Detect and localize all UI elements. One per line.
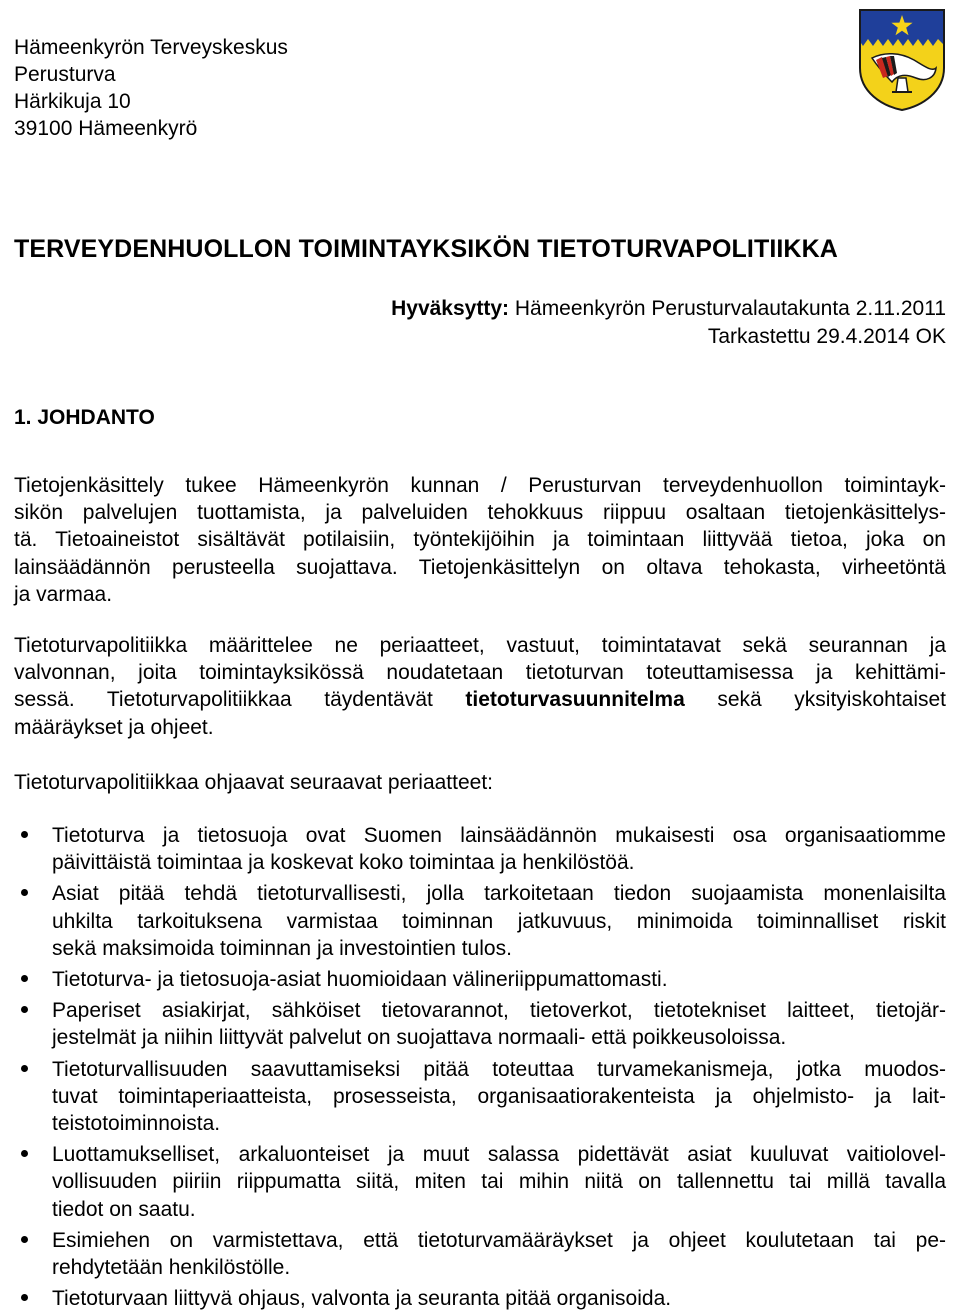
list-item — [14, 1285, 946, 1312]
paragraph-line: Tietojenkäsittely tukee Hämeenkyrön kunnan / Perusturvan terveydenhuollon toimintayk- — [14, 474, 946, 497]
list-item-line: Tietoturva ja tietosuoja ovat Suomen lainsäädännön mukaisesti osa organisaatiomme — [52, 824, 946, 847]
paragraph-line: valvonnan, joita toimintayksikössä noudatetaan tietoturvan toteuttamisessa ja kehittämi- — [14, 661, 946, 685]
address-line-2: Perusturva — [14, 63, 116, 86]
list-item-line: päivittäistä toimintaa ja koskevat koko toimintaa ja henkilöstöä. — [52, 851, 635, 875]
bullet-icon — [14, 1056, 34, 1083]
paragraph-line: Tietoturvapolitiikka määrittelee ne periaatteet, vastuut, toimintatavat sekä seurannan ja — [14, 634, 946, 657]
security-plan-term: tietoturvasuunnitelma — [465, 688, 685, 712]
approval-label: Hyväksytty: — [391, 297, 509, 320]
list-item-line: Tietoturva- ja tietosuoja-asiat huomioidaan välineriippumattomasti. — [52, 968, 668, 992]
approval-text: Hämeenkyrön Perusturvalautakunta 2.11.2011 — [514, 297, 946, 320]
list-item-line: Paperiset asiakirjat, sähköiset tietovarannot, tietoverkot, tietotekniset laitteet, tietojär- — [52, 999, 946, 1023]
bullet-icon — [14, 822, 34, 849]
list-item-line: Tietoturvaan liittyvä ohjaus, valvonta ja seuranta pitää organisoida. — [52, 1287, 672, 1311]
list-item-line: tuvat toimintaperiaatteista, prosesseista, organisaatiorakenteista ja ohjelmisto- ja lait- — [52, 1084, 946, 1108]
bullet-icon — [14, 1227, 34, 1254]
list-item-line: uhkilta tarkoituksena varmistaa toiminnan jatkuvuus, minimoida toiminnalliset riskit — [52, 909, 946, 933]
address-line-3: Härkikuja 10 — [14, 90, 131, 113]
bullet-icon — [14, 1285, 34, 1312]
paragraph-line — [14, 686, 946, 713]
list-item-line: rehdytetään henkilöstölle. — [52, 1256, 291, 1280]
list-item — [14, 997, 946, 1051]
list-item — [14, 1056, 946, 1138]
coat-of-arms-icon — [858, 8, 946, 112]
principles-intro: Tietoturvapolitiikkaa ohjaavat seuraavat periaatteet: — [14, 771, 494, 794]
list-item — [14, 966, 946, 993]
text-fragment: sessä. Tietoturvapolitiikkaa täydentävät — [14, 688, 466, 712]
list-item-line: Tietoturvallisuuden saavuttamiseksi pitää toteuttaa turvamekanismeja, jotka muodos- — [52, 1057, 946, 1081]
paragraph-line: ja varmaa. — [14, 582, 113, 606]
list-item-line: Luottamukselliset, arkaluonteiset ja muut salassa pidettävät asiat kuuluvat vaitiolovel- — [52, 1143, 946, 1167]
intro-paragraph — [14, 472, 946, 608]
bullet-icon — [14, 966, 34, 993]
policy-paragraph — [14, 632, 946, 741]
approval-block — [391, 295, 946, 351]
list-item — [14, 880, 946, 962]
list-item-line: Asiat pitää tehdä tietoturvallisesti, jolla tarkoitetaan tiedon suojaamista monenlaisilta — [52, 882, 946, 906]
checked-line: Tarkastettu 29.4.2014 OK — [707, 325, 946, 348]
principles-list — [14, 822, 946, 1312]
approval-line — [391, 295, 946, 323]
list-item — [14, 1227, 946, 1281]
bullet-icon — [14, 997, 34, 1024]
address-line-1: Hämeenkyrön Terveyskeskus — [14, 36, 288, 59]
paragraph-line: tä. Tietoaineistot sisältävät potilaisiin, työntekijöihin ja toimintaan liittyvää tietoa, joka on — [14, 528, 946, 552]
bullet-icon — [14, 880, 34, 907]
section-heading: 1. JOHDANTO — [14, 406, 155, 429]
list-item — [14, 822, 946, 876]
list-item-line: teistotoiminnoista. — [52, 1112, 221, 1136]
list-item-line: sekä maksimoida toiminnan ja investointien tulos. — [52, 936, 512, 960]
list-item-line: jestelmät ja niihin liittyvät palvelut on suojattava normaali- että poikkeusoloissa. — [52, 1026, 787, 1050]
paragraph-line: sikön palvelujen tuottamista, ja palveluiden tehokkuus riippuu osaltaan tietojenkäsittelys- — [14, 501, 946, 525]
paragraph-line: määräykset ja ohjeet. — [14, 715, 214, 739]
bullet-icon — [14, 1141, 34, 1168]
sender-address — [14, 34, 288, 142]
list-item-line: vollisuuden piiriin riippumatta siitä, miten tai mihin niitä on tallennettu tai millä tavalla — [52, 1170, 946, 1194]
list-item-line: Esimiehen on varmistettava, että tietoturvamääräykset ja ohjeet koulutetaan tai pe- — [52, 1228, 946, 1252]
text-fragment: sekä yksityiskohtaiset — [684, 688, 946, 712]
address-line-4: 39100 Hämeenkyrö — [14, 117, 198, 140]
document-title: TERVEYDENHUOLLON TOIMINTAYKSIKÖN TIETOTURVAPOLITIIKKA — [14, 235, 838, 263]
list-item-line: tiedot on saatu. — [52, 1197, 196, 1221]
paragraph-line: lainsäädännön perusteella suojattava. Tietojenkäsittelyn on oltava tehokasta, virheetöntä — [14, 555, 946, 579]
list-item — [14, 1141, 946, 1223]
